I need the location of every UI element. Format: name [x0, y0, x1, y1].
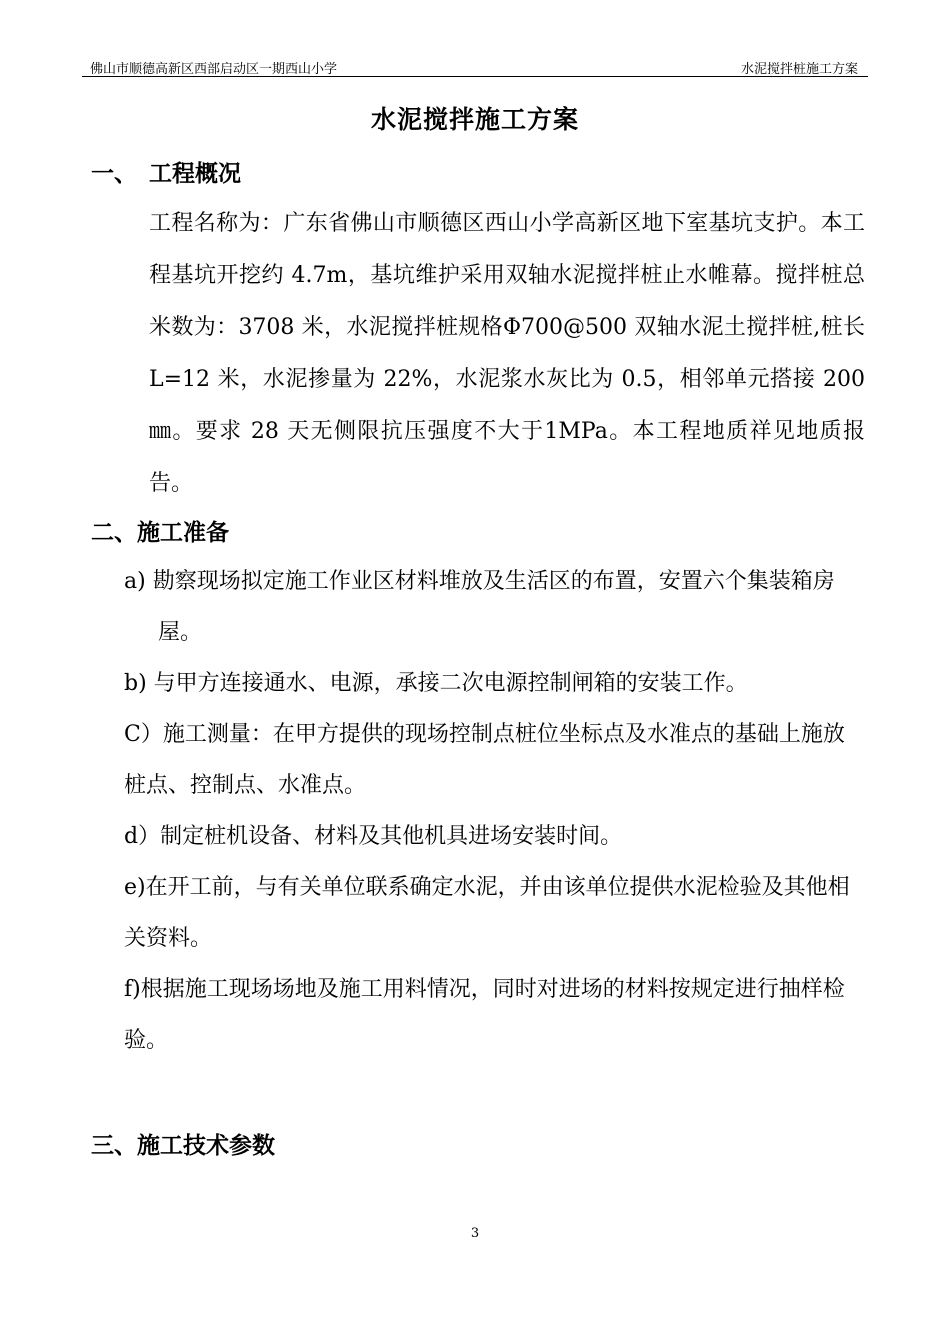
section-heading-1	[91, 155, 241, 188]
prep-item-f: f)根据施工现场场地及施工用料情况，同时对进场的材料按规定进行抽样检验。	[124, 977, 845, 1053]
prep-item-d: d）制定桩机设备、材料及其他机具进场安装时间。	[124, 824, 623, 849]
section-number-1: 一、	[91, 161, 137, 187]
header-document-name: 水泥搅拌桩施工方案	[740, 62, 858, 77]
section-heading-2: 二、施工准备	[91, 520, 229, 546]
prep-item-c: C）施工测量：在甲方提供的现场控制点桩位坐标点及水准点的基础上施放桩点、控制点、水准点。	[124, 722, 845, 798]
section-heading-3: 三、施工技术参数	[91, 1133, 275, 1159]
page-header	[82, 56, 868, 77]
document-title: 水泥搅拌施工方案	[370, 105, 579, 134]
prep-item-e: e)在开工前，与有关单位联系确定水泥，并由该单位提供水泥检验及其他相关资料。	[124, 875, 850, 951]
prep-item-b: b) 与甲方连接通水、电源，承接二次电源控制闸箱的安装工作。	[124, 671, 748, 696]
header-project-name: 佛山市顺德高新区西部启动区一期西山小学	[90, 62, 338, 77]
section-heading-1-text: 工程概况	[149, 161, 241, 187]
prep-item-a: a) 勘察现场拟定施工作业区材料堆放及生活区的布置，安置六个集装箱房屋。	[124, 569, 835, 645]
page-number: 3	[470, 1226, 480, 1241]
project-overview-paragraph: 工程名称为：广东省佛山市顺德区西山小学高新区地下室基坑支护。本工程基坑开挖约 4.7m，基坑维护采用双轴水泥搅拌桩止水帷幕。搅拌桩总米数为：3708 米，水泥搅拌桩规格Φ700@500 双轴水泥土搅拌桩,桩长 L=12 米，水泥掺量为 22%，水泥浆水灰比为 0.5，相邻单元搭接 200㎜。要求 28 天无侧限抗压强度不大于1MPa。本工程地质祥见地质报告。	[149, 211, 865, 496]
